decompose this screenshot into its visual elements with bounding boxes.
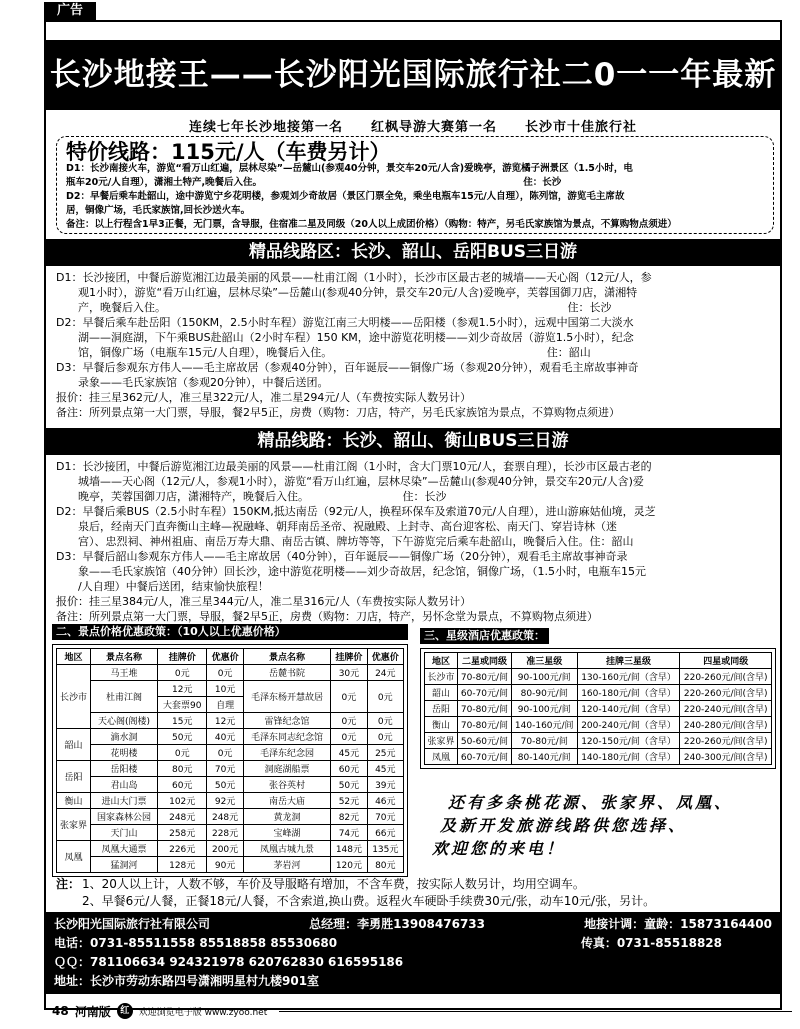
region-cell: 岳阳 [425,701,458,717]
discount-price: 10元 [207,681,243,697]
table-row [425,669,772,685]
table-row [425,717,772,733]
route1-line: 馆，铜像广场（电瓶车15元/人自理），晚餐后入住。 住：韶山 [56,346,591,359]
table-row [57,857,404,873]
table-row [425,701,772,717]
region-cell: 韶山 [57,729,91,761]
route1-line: 产，晚餐后入住。 住：长沙 [56,301,612,314]
list-price: 50元 [331,777,367,793]
contact-footer [46,912,780,994]
spot-name: 毛泽东同志纪念馆 [243,729,330,745]
list-price: 60元 [158,777,207,793]
spot-name: 凤凰古城九景 [243,841,330,857]
price-cell: 120-150元/间（含早） [577,733,680,749]
list-price: 148元 [331,841,367,857]
route2-line: D2：早餐后乘BUS（2.5小时车程）150KM,抵达南岳（92元/人，换程环保车及索道70元/人自理），进山游麻姑仙境，灵芝 [56,505,656,518]
list-price: 128元 [158,857,207,873]
discount-price: 12元 [207,713,243,729]
route2-line: 象——毛氏家族馆（40分钟）回长沙，途中游览花明楼——刘少奇故居，纪念馆，铜像广场，（1.5小时，电瓶车15元 [56,565,646,578]
special-line: 瓶车20元/人自理），潇湘土特产,晚餐后入住。 住：长沙 [66,177,562,188]
spot-name: 国家森林公园 [91,809,158,825]
price-cell: 50-60元/间 [458,733,512,749]
scenic-table [56,648,404,873]
list-price: 80元 [158,761,207,777]
qq-numbers: ＱＱ：781106634 924321978 620762830 616595186 [54,955,404,969]
list-price: 大套票90 [158,697,207,713]
discount-price: 70元 [367,809,403,825]
discount-price: 0元 [367,729,403,745]
route1-header: 精品线路区：长沙、韶山、岳阳BUS三日游 [46,239,780,266]
route2-line: 城墙——天心阁（12元/人，参观1小时），游览“看万山红遍，层林尽染”—岳麓山(参观40分钟，景交车20元/人含)爱 [56,475,644,488]
spot-name: 天心阁(阁楼) [91,713,158,729]
route2-price: 报价：挂三星384元/人，准三星344元/人，准二星316元/人（车费按实际人数另计） [56,595,472,608]
table-row [57,793,404,809]
list-price: 30元 [331,665,367,681]
special-line: 居，铜像广场，毛氏家族馆,回长沙送火车。 [66,205,251,216]
discount-price: 70元 [207,761,243,777]
price-cell: 200-240元/间（含早） [577,717,680,733]
table-header-row [425,653,772,669]
table-row [57,809,404,825]
price-cell: 120-140元/间（含早） [577,701,680,717]
spot-name: 天门山 [91,825,158,841]
table-row [57,825,404,841]
address: 地址：长沙市劳动东路四号潇湘明星村九楼901室 [54,974,320,988]
spot-name: 张谷英村 [243,777,330,793]
special-offer-details [66,162,770,232]
price-cell: 70-80元/间 [458,701,512,717]
price-cell: 70-80元/间 [458,717,512,733]
hotel-table [424,652,772,765]
table-row [425,685,772,701]
route1-price: 报价：挂三星362元/人，准三星322元/人，准二星294元/人（车费按实际人数另计） [56,391,472,404]
route2-line: 宫）、忠烈祠、神州祖庙、南岳万寿大鼎、南岳古镇、牌坊等等，下午游览完后乘车赴韶山，晚餐后入住。住：韶山 [56,535,634,548]
price-cell: 240-280元/间(含早) [680,717,772,733]
region-cell: 长沙市 [425,669,458,685]
phone-numbers: 电话：0731-85511558 85518858 85530680 [54,936,338,950]
notes-label: 注： [56,877,81,891]
slogan-line: 及新开发旅游线路供您选择、 [440,816,688,835]
spot-name: 马王堆 [91,665,158,681]
list-price: 15元 [158,713,207,729]
price-cell: 80-90元/间 [511,685,577,701]
table-row [57,761,404,777]
spot-name: 岳麓书院 [243,665,330,681]
price-cell: 220-240元/间(含早) [680,701,772,717]
col-header: 挂牌三星级 [577,653,680,669]
hotel-header: 三、星级酒店优惠政策： [420,628,549,644]
route2-itinerary [56,459,774,624]
spot-name: 杜甫江阁 [91,681,158,713]
special-line: D2：早餐后乘车赴韶山，途中游览宁乡花明楼，参观刘少奇故居（景区门票全免，乘坐电瓶车15元/人自理），陈列馆，游览毛主席故 [66,191,625,202]
spot-name: 猛洞河 [91,857,158,873]
spot-name: 岳阳楼 [91,761,158,777]
discount-price: 40元 [207,729,243,745]
region-cell: 张家界 [425,733,458,749]
price-cell: 140-180元/间（含早） [577,749,680,765]
price-cell: 90-100元/间 [511,701,577,717]
magazine-logo: 红 [117,1003,133,1019]
price-cell: 60-70元/间 [458,749,512,765]
col-header: 挂牌价 [331,649,367,665]
table-row [57,841,404,857]
route2-line: /人自理）中餐后送团，结束愉快旅程！ [56,580,269,593]
list-price: 120元 [331,857,367,873]
list-price: 74元 [331,825,367,841]
scenic-section [52,624,408,878]
region-cell: 凤凰 [57,841,91,873]
price-cell: 220-260元/间(含早) [680,669,772,685]
region-cell: 张家界 [57,809,91,841]
discount-price: 80元 [367,857,403,873]
price-cell: 90-100元/间 [511,669,577,685]
col-header: 优惠价 [207,649,243,665]
bottom-bar [52,1000,792,1022]
discount-price: 24元 [367,665,403,681]
list-price: 50元 [158,729,207,745]
page-number: 48 [52,1004,69,1018]
table-header-row [57,649,404,665]
discount-price: 248元 [207,809,243,825]
table-row [57,665,404,681]
route2-note: 备注：所列景点第一大门票，导服，餐2早5正，房费（购物：刀店，特产，另怀念堂为景点，不算购物点须进） [56,610,598,623]
spot-name: 凤凰大通票 [91,841,158,857]
route1-line: 录象——毛氏家族馆（参观20分钟），中餐后送团。 [56,376,329,389]
col-header: 挂牌价 [158,649,207,665]
company-name: 长沙阳光国际旅行社有限公司 [54,917,211,931]
discount-price: 45元 [367,761,403,777]
region-cell: 凤凰 [425,749,458,765]
discount-price: 0元 [207,745,243,761]
edition-label: 河南版 [74,1004,111,1019]
spot-name: 茅岩河 [243,857,330,873]
col-header: 地区 [57,649,91,665]
spot-name: 黄龙洞 [243,809,330,825]
table-row [57,713,404,729]
list-price: 0元 [331,729,367,745]
bottom-rule [279,1011,792,1012]
spot-name: 进山大门票 [91,793,158,809]
route1-line: D2：早餐后乘车赴岳阳（150KM，2.5小时车程）游览江南三大明楼——岳阳楼（参观1.5小时），远观中国第二大淡水 [56,316,634,329]
table-row [425,733,772,749]
discount-price: 200元 [207,841,243,857]
col-header: 地区 [425,653,458,669]
manager-contact: 总经理：李勇胜13908476733 [309,917,485,931]
spot-name: 君山岛 [91,777,158,793]
list-price: 12元 [158,681,207,697]
planner-contact: 地接计调：童龄：15873164400 [584,917,772,931]
hotel-section [420,624,776,769]
spot-name: 宝峰湖 [243,825,330,841]
price-cell: 130-160元/间（含早） [577,669,680,685]
discount-price: 0元 [207,665,243,681]
slogan-line: 欢迎您的来电！ [432,839,566,858]
route2-line: 晚亭，芙蓉国御刀店，潇湘特产，晚餐后入住。 住：长沙 [56,490,447,503]
note-line: 2、早餐6元/人餐，正餐18元/人餐，不含索道,换山费。返程火车硬卧手续费30元/张，动车10元/张，另计。 [82,894,656,908]
discount-price: 自理 [207,697,243,713]
honors-line: 连续七年长沙地接第一名 红枫导游大赛第一名 长沙市十佳旅行社 [188,120,637,135]
col-header: 二星或同级 [458,653,512,669]
discount-price: 50元 [207,777,243,793]
spot-name: 雷锋纪念馆 [243,713,330,729]
route2-line: D1：长沙接团，中餐后游览湘江边最美丽的风景——杜甫江阁（1小时，含大门票10元/人，套票自理），长沙市区最古老的 [56,460,652,473]
table-row [57,681,404,697]
website-link[interactable]: 欢迎浏览电子版 www.zyoo.net [138,1007,268,1018]
region-cell: 衡山 [57,793,91,809]
route2-header: 精品线路：长沙、韶山、衡山BUS三日游 [46,428,780,455]
discount-price: 39元 [367,777,403,793]
list-price: 0元 [158,745,207,761]
table-row [425,749,772,765]
list-price: 258元 [158,825,207,841]
route1-note: 备注：所列景点第一大门票，导服，餐2早5正，房费（购物：刀店，特产，另毛氏家族馆为景点，不算购物点须进） [56,406,620,419]
list-price: 60元 [331,761,367,777]
price-cell: 140-160元/间 [511,717,577,733]
discount-price: 228元 [207,825,243,841]
col-header: 优惠价 [367,649,403,665]
spot-name: 洞庭湖船票 [243,761,330,777]
discount-price: 46元 [367,793,403,809]
route2-line: D3：早餐后韶山参观东方伟人——毛主席故居（40分钟），百年诞辰——铜像广场（20分钟），观看毛主席故事神奇录 [56,550,628,563]
spot-name: 毛泽东纪念园 [243,745,330,761]
table-row [57,729,404,745]
discount-price: 92元 [207,793,243,809]
slogan-line: 还有多条桃花源、张家界、凤凰、 [448,793,734,812]
price-cell: 220-260元/间(含早) [680,685,772,701]
route1-itinerary [56,270,774,420]
list-price: 82元 [331,809,367,825]
spot-name: 花明楼 [91,745,158,761]
list-price: 0元 [331,681,367,713]
list-price: 0元 [331,713,367,729]
price-cell: 70-80元/间 [511,733,577,749]
page-title: 长沙地接王——长沙阳光国际旅行社二0一一年最新报价 [46,40,780,110]
discount-price: 90元 [207,857,243,873]
price-cell: 220-260元/间(含早) [680,733,772,749]
list-price: 52元 [331,793,367,809]
discount-price: 66元 [367,825,403,841]
discount-price: 0元 [367,681,403,713]
price-cell: 160-180元/间（含早） [577,685,680,701]
special-line: 备注：以上行程含1早3正餐，无门票，含导服，住宿准二星及同级（20人以上成团价格）（购物：特产，另毛氏家族馆为景点，不算购物点须进） [66,219,677,230]
special-offer-title: 特价线路：115元/人（车费另计） [66,140,391,164]
price-cell: 60-70元/间 [458,685,512,701]
spot-name: 毛泽东杨开慧故居 [243,681,330,713]
list-price: 248元 [158,809,207,825]
fax-number: 传真：0731-85518828 [580,936,722,950]
scenic-header: 二、景点价格优惠政策：（10人以上优惠价格） [52,624,408,640]
col-header: 景点名称 [91,649,158,665]
region-cell: 岳阳 [57,761,91,793]
region-cell: 韶山 [425,685,458,701]
col-header: 景点名称 [243,649,330,665]
list-price: 226元 [158,841,207,857]
discount-price: 0元 [367,713,403,729]
region-cell: 衡山 [425,717,458,733]
ad-label: 广告 [44,2,96,20]
price-cell: 240-300元/间(含早) [680,749,772,765]
price-cell: 80-140元/间 [511,749,577,765]
price-cell: 70-80元/间 [458,669,512,685]
list-price: 45元 [331,745,367,761]
table-row [57,745,404,761]
list-price: 102元 [158,793,207,809]
col-header: 准三星级 [511,653,577,669]
route1-line: D3：早餐后参观东方伟人——毛主席故居（参观40分钟），百年诞辰——铜像广场（参观20分钟），观看毛主席故事神奇 [56,361,639,374]
note-line: 1、20人以上计，人数不够，车价及导服略有增加，不含车费，按实际人数另计，均用空调车。 [82,877,585,891]
col-header: 四星或同级 [680,653,772,669]
discount-price: 25元 [367,745,403,761]
route2-line: 泉后，经南天门直奔衡山主峰—祝融峰、朝拜南岳圣帝、祝融殿、上封寺、高台迎客松、南天门、穿岩诗林（迷 [56,520,617,533]
region-cell: 长沙市 [57,665,91,729]
route1-line: 观1小时），游览“看万山红遍，层林尽染”—岳麓山(参观40分钟，景交车20元/人含)爱晚亭，芙蓉国御刀店，潇湘特 [56,286,638,299]
route1-line: 湖——洞庭湖，下午乘BUS赴韶山（2小时车程）150 KM，途中游览花明楼——刘少奇故居（游览1.5小时），纪念 [56,331,634,344]
table-row [57,777,404,793]
list-price: 0元 [158,665,207,681]
spot-name: 南岳大庙 [243,793,330,809]
discount-price: 135元 [367,841,403,857]
notes [56,876,774,910]
spot-name: 滴水洞 [91,729,158,745]
special-line: D1：长沙南接火车，游览“看万山红遍，层林尽染”—岳麓山(参观40分钟，景交车20元/人含)爱晚亭，游览橘子洲景区（1.5小时，电 [66,163,633,174]
route1-line: D1：长沙接团，中餐后游览湘江边最美丽的风景——杜甫江阁（1小时），长沙市区最古老的城墙——天心阁（12元/人，参 [56,271,652,284]
